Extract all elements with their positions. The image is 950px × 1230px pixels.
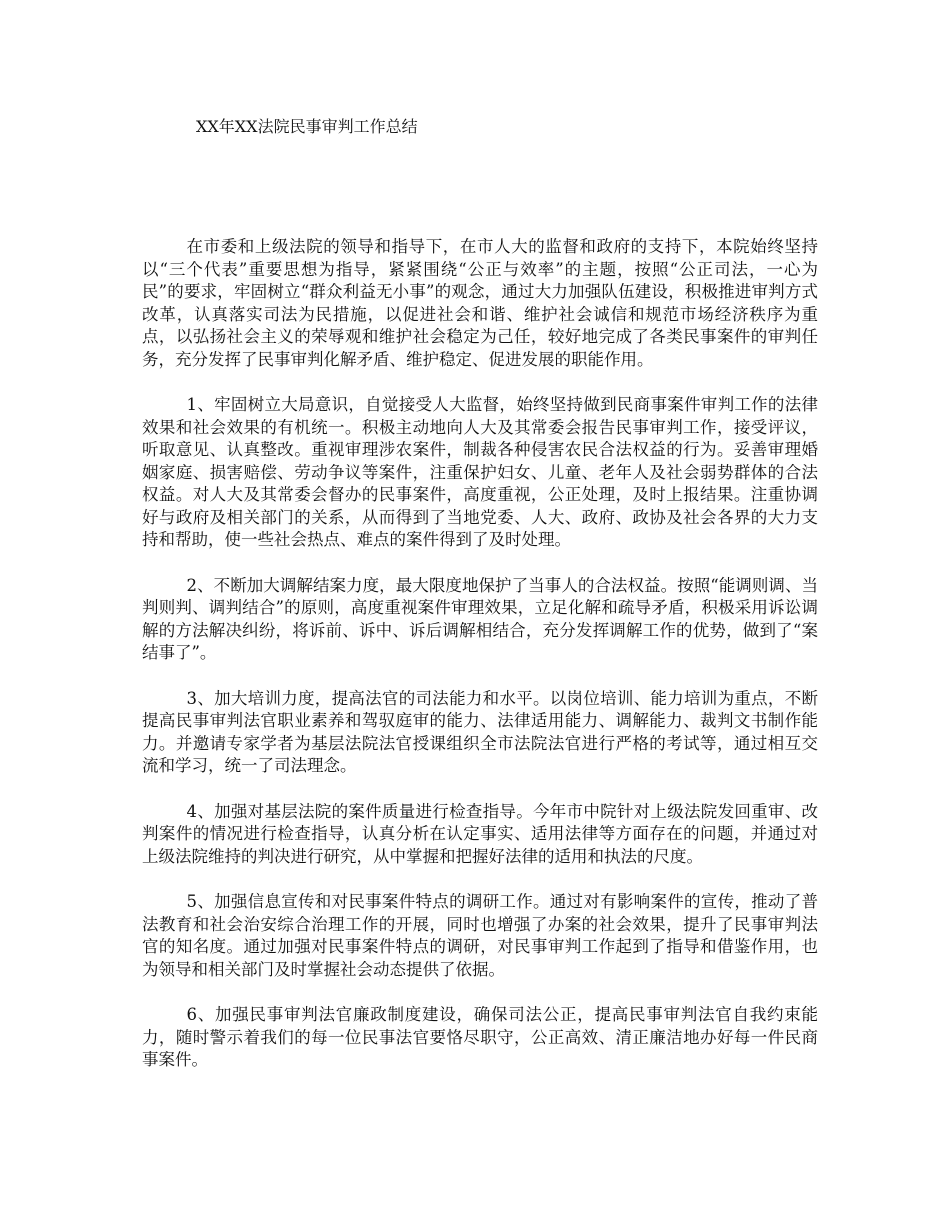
paragraph-intro: 在市委和上级法院的领导和指导下，在市人大的监督和政府的支持下，本院始终坚持以“三个代表”重要思想为指导，紧紧围绕“公正与效率”的主题，按照“公正司法，一心为民”的要求，牢固树立“群众利益无小事”的观念，通过大力加强队伍建设，积极推进审判方式改革，认真落实司法为民措施，以促进社会和谐、维护社会诚信和规范市场经济秩序为重点，以弘扬社会主义的荣辱观和维护社会稳定为己任，较好地完成了各类民事案件的审判任务，充分发挥了民事审判化解矛盾、维护稳定、促进发展的职能作用。 [142, 237, 818, 369]
paragraph-5: 5、加强信息宣传和对民事案件特点的调研工作。通过对有影响案件的宣传，推动了普法教育和社会治安综合治理工作的开展，同时也增强了办案的社会效果，提升了民事审判法官的知名度。通过加强对民事案件特点的调研，对民事审判工作起到了指导和借鉴作用，也为领导和相关部门及时掌握社会动态提供了依据。 [142, 892, 818, 979]
paragraph-1: 1、牢固树立大局意识，自觉接受人大监督，始终坚持做到民商事案件审判工作的法律效果和社会效果的有机统一。积极主动地向人大及其常委会报告民事审判工作，接受评议，听取意见、认真整改。重视审理涉农案件，制裁各种侵害农民合法权益的行为。妥善审理婚姻家庭、损害赔偿、劳动争议等案件，注重保护妇女、儿童、老年人及社会弱势群体的合法权益。对人大及其常委会督办的民事案件，高度重视，公正处理，及时上报结果。注重协调好与政府及相关部门的关系，从而得到了当地党委、人大、政府、政协及社会各界的大力支持和帮助，使一些社会热点、难点的案件得到了及时处理。 [142, 395, 818, 549]
paragraph-3: 3、加大培训力度，提高法官的司法能力和水平。以岗位培训、能力培训为重点，不断提高民事审判法官职业素养和驾驭庭审的能力、法律适用能力、调解能力、裁判文书制作能力。并邀请专家学者为基层法院法官授课组织全市法院法官进行严格的考试等，通过相互交流和学习，统一了司法理念。 [142, 688, 818, 775]
paragraph-4: 4、加强对基层法院的案件质量进行检查指导。今年市中院针对上级法院发回重审、改判案件的情况进行检查指导，认真分析在认定事实、适用法律等方面存在的问题，并通过对上级法院维持的判决进行研究，从中掌握和把握好法律的适用和执法的尺度。 [142, 801, 818, 866]
paragraph-6: 6、加强民事审判法官廉政制度建设，确保司法公正，提高民事审判法官自我约束能力，随时警示着我们的每一位民事法官要恪尽职守，公正高效、清正廉洁地办好每一件民商事案件。 [142, 1005, 818, 1069]
document-body [142, 236, 818, 1095]
paragraph-2: 2、不断加大调解结案力度，最大限度地保护了当事人的合法权益。按照“能调则调、当判则判、调判结合”的原则，高度重视案件审理效果，立足化解和疏导矛盾，积极采用诉讼调解的方法解决纠纷，将诉前、诉中、诉后调解相结合，充分发挥调解工作的优势，做到了“案结事了”。 [142, 575, 818, 662]
document-title: XX年XX法院民事审判工作总结 [196, 117, 418, 136]
